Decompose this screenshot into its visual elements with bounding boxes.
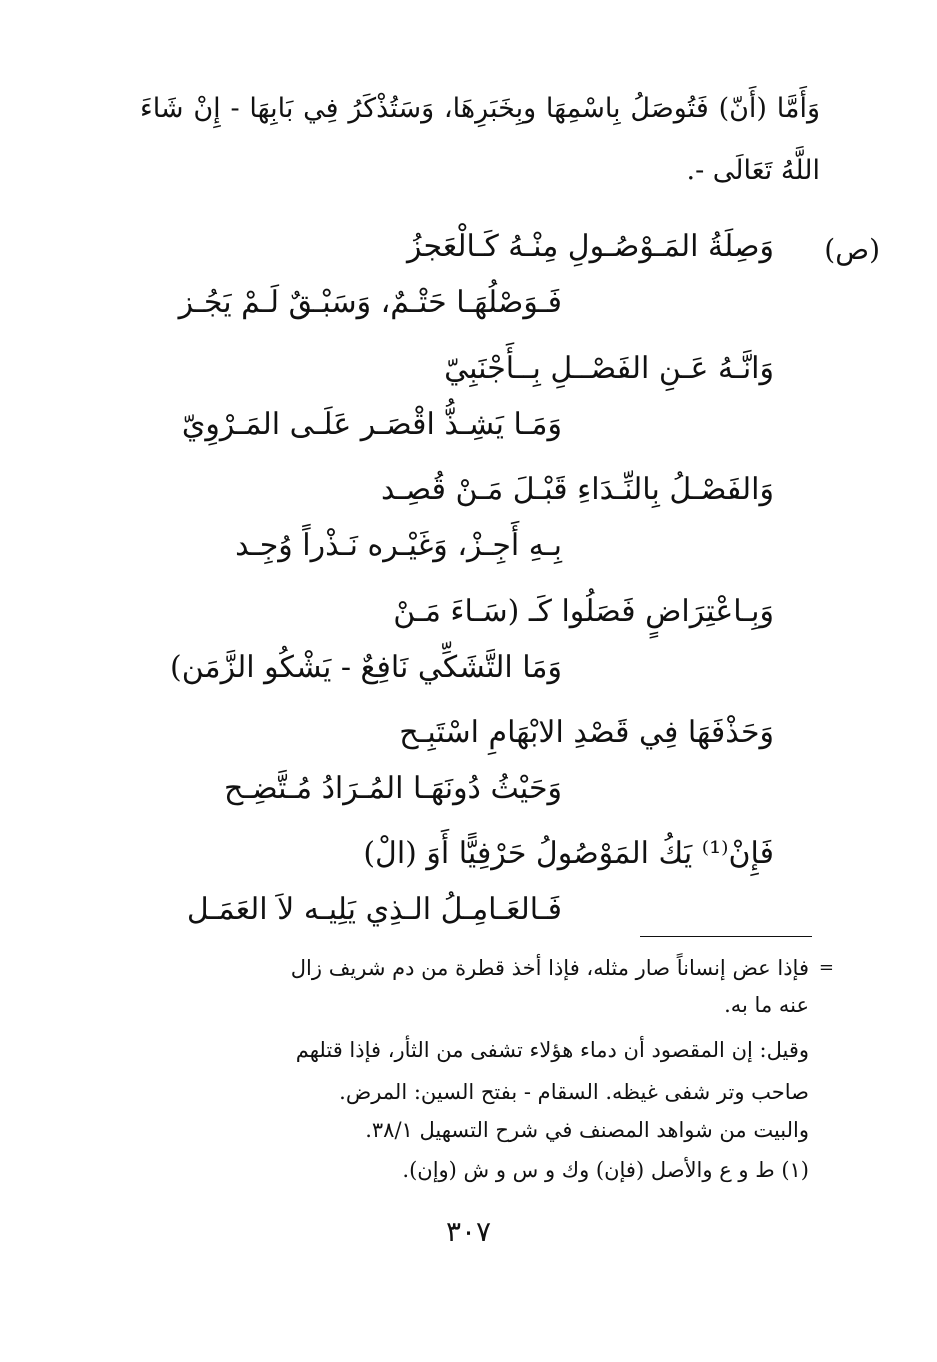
footnote-line-1: فإذا عض إنساناً صار مثله، فإذا أخذ قطرة من دم شريف زال [290, 956, 809, 980]
verse-5-hemistich-2: وَحَيْثُ دُونَهَـا المُـرَادُ مُـتَّضِـح [223, 771, 562, 806]
verse-3-hemistich-1: وَالفَصْـلُ بِالنِّـدَاءِ قَبْـلَ مَـنْ قُصِـد [381, 472, 774, 507]
intro-paragraph: وَأَمَّا (أَنّ) فَتُوصَلُ بِاسْمِهَا وبِخَبَرِهَا، وَسَتُذْكَرُ فِي بَابِهَا - إِنْ شَاءَ اللَّهُ تَعَالَى -. [140, 93, 820, 186]
footnote-1: (١) ط و ع والأصل (فإن) وك و س و ش (وإن). [402, 1158, 809, 1182]
footnote-line-4: صاحب وتر شفى غيظه. السقام - بفتح السين: المرض. [339, 1080, 809, 1104]
verse-4-hemistich-2: وَمَا التَّشَكِّي نَافِعٌ - يَشْكُو الزَّمَن) [170, 650, 562, 685]
verse-6-hemistich-2: فَـالعَـامِـلُ الـذِي يَلِيـه لاَ العَمَـل [186, 892, 562, 927]
footnote-separator [640, 936, 812, 937]
footnote-continuation-mark: = [818, 957, 834, 978]
verse-2-hemistich-1: وَانَّـهُ عَـنِ الفَصْــلِ بِــأَجْنَبِيّ [444, 351, 774, 386]
verse-1-hemistich-1: وَصِلَةُ المَـوْصُـولِ مِنْـهُ كَـالْعَجزُ [407, 229, 774, 264]
footnote-line-5: والبيت من شواهد المصنف في شرح التسهيل ٣٨/١. [365, 1118, 809, 1142]
verse-6-hemistich-1: فَإِنْ⁽¹⁾ يَكُ المَوْصُولُ حَرْفِيًّا أَوَ (الْ) [363, 836, 774, 871]
page-number: ٣٠٧ [445, 1215, 492, 1248]
verse-1-hemistich-2: فَـوَصْلُهَـا حَتْـمٌ، وَسَبْـقٌ لَـمْ يَجُـز [178, 285, 562, 320]
verse-4-hemistich-1: وَبِـاعْتِرَاضٍ فَصَلُوا كَـ (سَـاءَ مَـنْ [393, 594, 774, 629]
verse-5-hemistich-1: وَحَذْفَهَا فِي قَصْدِ الابْهَامِ اسْتَبِـح [399, 715, 774, 750]
verse-marker: (ص) [824, 233, 880, 266]
footnote-line-2: عنه ما به. [724, 993, 809, 1017]
verse-3-hemistich-2: بِـهِ أَجِـزْ، وَغَيْـره نَـذْراً وُجِـد [235, 528, 562, 563]
verse-2-hemistich-2: وَمَـا يَشِـذُّ اقْصَـر عَلَـى المَـرْوِيّ [181, 407, 562, 442]
footnote-line-3: وقيل: إن المقصود أن دماء هؤلاء تشفى من الثأر، فإذا قتلهم [295, 1038, 809, 1062]
